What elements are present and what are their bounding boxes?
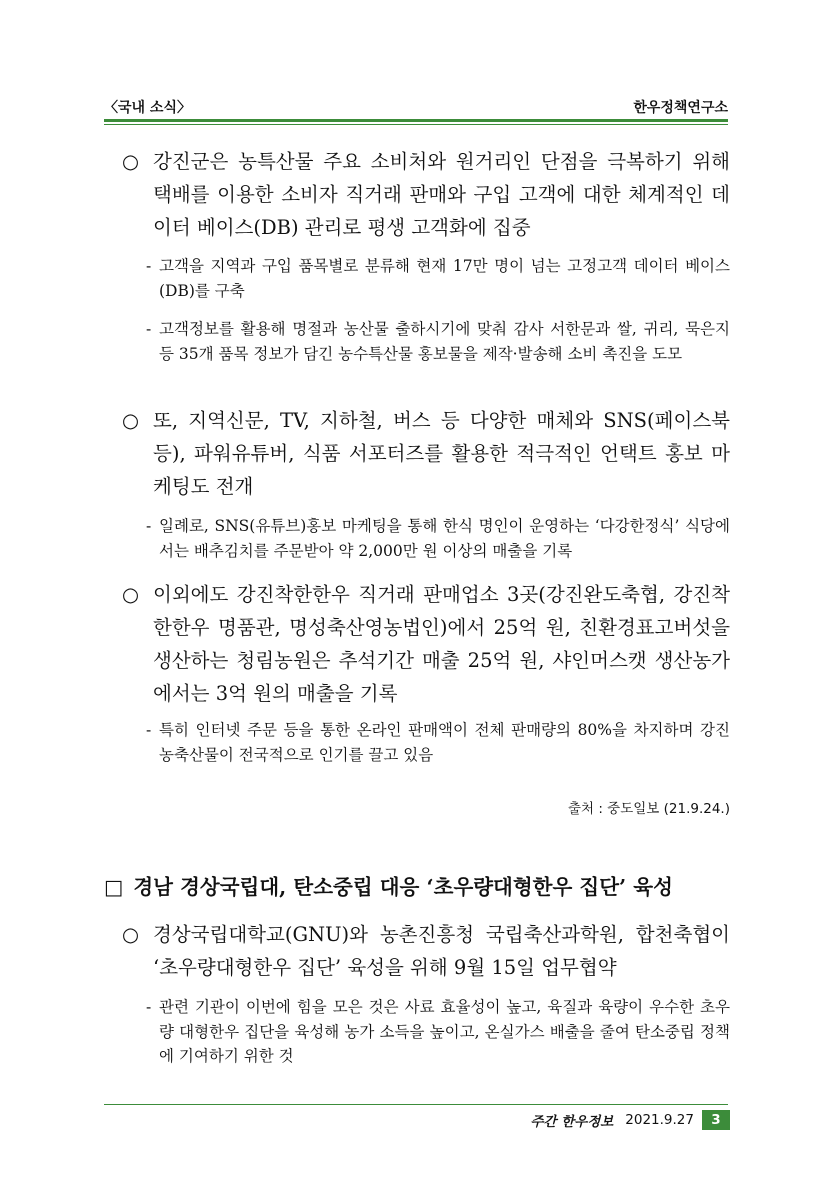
- header-rule-thin: [104, 124, 728, 125]
- sub-item-text: 고객을 지역과 구입 품목별로 분류해 현재 17만 명이 넘는 고정고객 데이터 베이스(DB)를 구축: [159, 257, 730, 300]
- page-footer: [530, 1110, 730, 1130]
- sub-item-text: 고객정보를 활용해 명절과 농산물 출하시기에 맞춰 감사 서한문과 쌀, 귀리, 묵은지 등 35개 품목 정보가 담긴 농수특산물 홍보물을 제작·발송해 소비 촉진을 도모: [159, 320, 730, 363]
- org-name: 한우정책연구소: [633, 100, 728, 116]
- header-rule-thick: [104, 119, 728, 122]
- circle-bullet-marker: ○: [122, 923, 140, 946]
- dash-marker: -: [146, 721, 152, 739]
- page-number-badge: 3: [702, 1110, 730, 1130]
- bullet-1: [122, 145, 730, 244]
- bullet-text: 강진군은 농특산물 주요 소비처와 원거리인 단점을 극복하기 위해 택배를 이용한 소비자 직거래 판매와 구입 고객에 대한 체계적인 데이터 베이스(DB) 관리로 평생 고객화에 집중: [153, 150, 730, 239]
- bullet-2: [122, 404, 730, 503]
- square-bullet-marker: □: [104, 875, 124, 899]
- sub-item-4-1: [146, 995, 730, 1069]
- footer-rule: [104, 1104, 728, 1105]
- circle-bullet-marker: ○: [122, 583, 140, 606]
- dash-marker: -: [146, 320, 152, 338]
- sub-item-text: 일례로, SNS(유튜브)홍보 마케팅을 통해 한식 명인이 운영하는 ‘다강한정식’ 식당에서는 배추김치를 주문받아 약 2,000만 원 이상의 매출을 기록: [159, 517, 730, 560]
- circle-bullet-marker: ○: [122, 409, 140, 432]
- bullet-text: 경상국립대학교(GNU)와 농촌진흥청 국립축산과학원, 합천축협이 ‘초우량대형한우 집단’ 육성을 위해 9월 15일 업무협약: [153, 923, 730, 979]
- bullet-text: 또, 지역신문, TV, 지하철, 버스 등 다양한 매체와 SNS(페이스북 등), 파워유튜버, 식품 서포터즈를 활용한 적극적인 언택트 홍보 마케팅도 전개: [153, 409, 730, 498]
- dash-marker: -: [146, 517, 152, 535]
- sub-item-2-1: [146, 514, 730, 563]
- circle-bullet-marker: ○: [122, 150, 140, 173]
- dash-marker: -: [146, 998, 152, 1016]
- sub-item-1-2: [146, 317, 730, 366]
- section-heading: [104, 872, 734, 902]
- page-header: [104, 97, 728, 117]
- sub-item-text: 특히 인터넷 주문 등을 통한 온라인 판매액이 전체 판매량의 80%을 차지하며 강진 농축산물이 전국적으로 인기를 끌고 있음: [159, 721, 730, 764]
- section-label: 〈국내 소식〉: [104, 100, 191, 116]
- publication-name: 주간 한우정보: [530, 1114, 614, 1130]
- sub-item-1-1: [146, 254, 730, 303]
- dash-marker: -: [146, 257, 152, 275]
- sub-item-3-1: [146, 718, 730, 767]
- sub-item-text: 관련 기관이 이번에 힘을 모은 것은 사료 효율성이 높고, 육질과 육량이 우수한 초우량 대형한우 집단을 육성해 농가 소득을 높이고, 온실가스 배출을 줄여 탄소중립 정책에 기여하기 위한 것: [159, 998, 730, 1065]
- bullet-4: [122, 918, 730, 984]
- bullet-3: [122, 578, 730, 710]
- source-citation: 출처 : 중도일보 (21.9.24.): [567, 801, 730, 817]
- issue-date: 2021.9.27: [625, 1112, 694, 1128]
- section-title: 경남 경상국립대, 탄소중립 대응 ‘초우량대형한우 집단’ 육성: [133, 875, 673, 899]
- bullet-text: 이외에도 강진착한한우 직거래 판매업소 3곳(강진완도축협, 강진착한한우 명품관, 명성축산영농법인)에서 25억 원, 친환경표고버섯을 생산하는 청림농원은 추석기간 매출 25억 원, 샤인머스캣 생산농가에서는 3억 원의 매출을 기록: [153, 583, 730, 705]
